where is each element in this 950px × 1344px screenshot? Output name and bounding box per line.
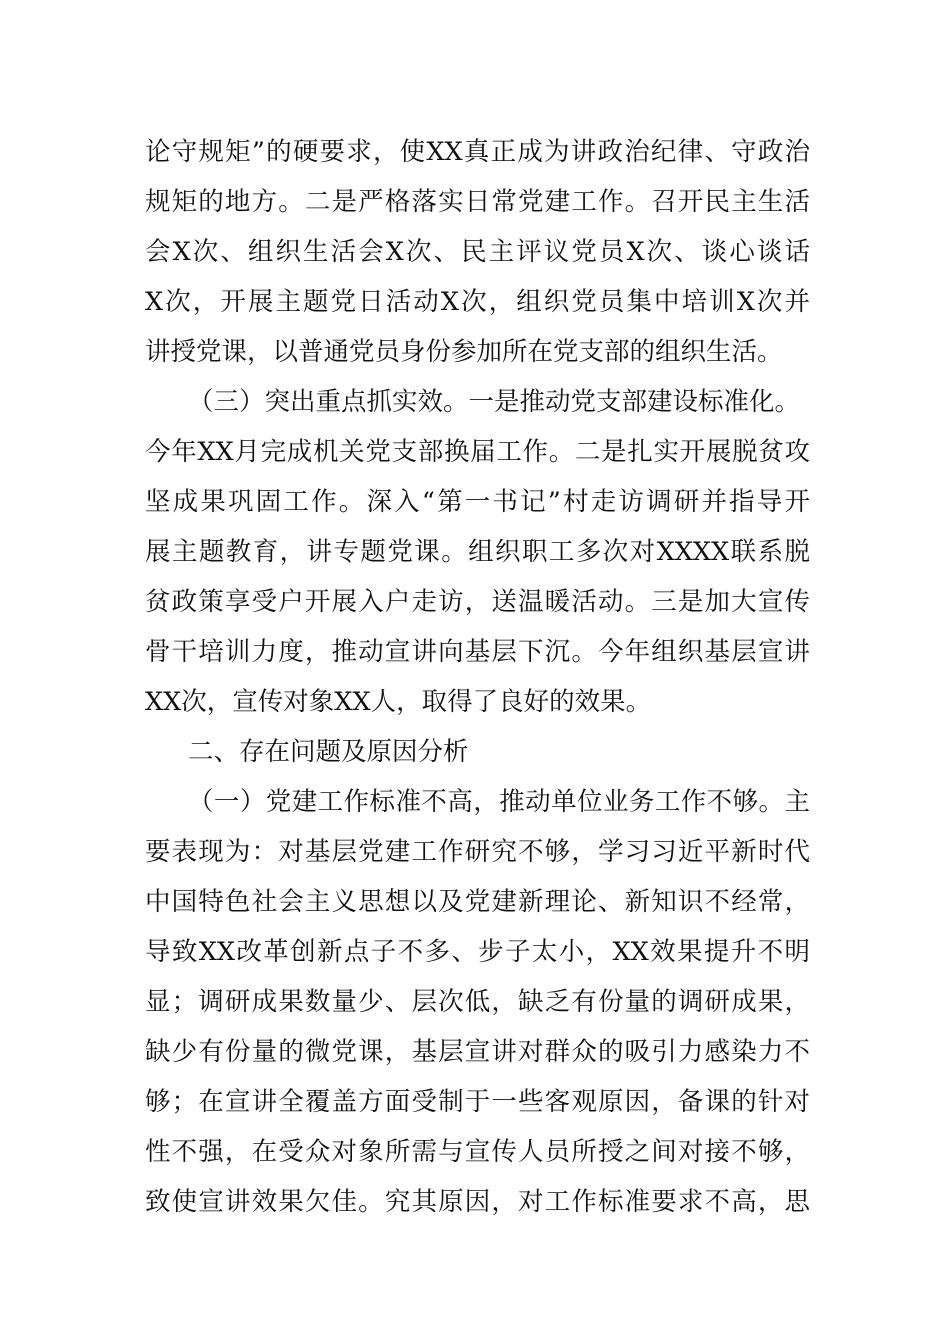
chapter-heading: 二、存在问题及原因分析: [188, 737, 469, 767]
text-line: X次，开展主题党日活动X次，组织党员集中培训X次并: [145, 287, 810, 317]
text-line: 缺少有份量的微党课，基层宣讲对群众的吸引力感染力不: [145, 1037, 810, 1067]
text-line: 中国特色社会主义思想以及党建新理论、新知识不经常，: [145, 887, 810, 917]
text-line: 展主题教育，讲专题党课。组织职工多次对XXXX联系脱: [145, 537, 810, 567]
text-line: 导致XX改革创新点子不多、步子太小，XX效果提升不明: [145, 937, 810, 967]
text-line: 够；在宣讲全覆盖方面受制于一些客观原因，备课的针对: [145, 1087, 810, 1117]
text-line: XX次，宣传对象XX人，取得了良好的效果。: [145, 687, 652, 717]
section-heading: （一）党建工作标准不高，推动单位业务工作不够。主: [188, 787, 810, 817]
text-line: 要表现为：对基层党建工作研究不够，学习习近平新时代: [145, 837, 810, 867]
section-heading: （三）突出重点抓实效。一是推动党支部建设标准化。: [188, 387, 801, 417]
text-line: 坚成果巩固工作。深入“第一书记”村走访调研并指导开: [145, 487, 810, 517]
text-line: 规矩的地方。二是严格落实日常党建工作。召开民主生活: [145, 187, 810, 217]
text-line: 会X次、组织生活会X次、民主评议党员X次、谈心谈话: [145, 237, 810, 267]
text-line: 贫政策享受户开展入户走访，送温暖活动。三是加大宣传: [145, 587, 810, 617]
text-line: 显；调研成果数量少、层次低，缺乏有份量的调研成果，: [145, 987, 810, 1017]
text-line: 论守规矩”的硬要求，使XX真正成为讲政治纪律、守政治: [145, 137, 810, 167]
text-line: 致使宣讲效果欠佳。究其原因，对工作标准要求不高，思: [145, 1187, 810, 1217]
text-line: 讲授党课，以普通党员身份参加所在党支部的组织生活。: [145, 337, 783, 367]
text-line: 性不强，在受众对象所需与宣传人员所授之间对接不够，: [145, 1137, 810, 1167]
text-line: 今年XX月完成机关党支部换届工作。二是扎实开展脱贫攻: [145, 437, 810, 467]
text-line: 骨干培训力度，推动宣讲向基层下沉。今年组织基层宣讲: [145, 637, 810, 667]
